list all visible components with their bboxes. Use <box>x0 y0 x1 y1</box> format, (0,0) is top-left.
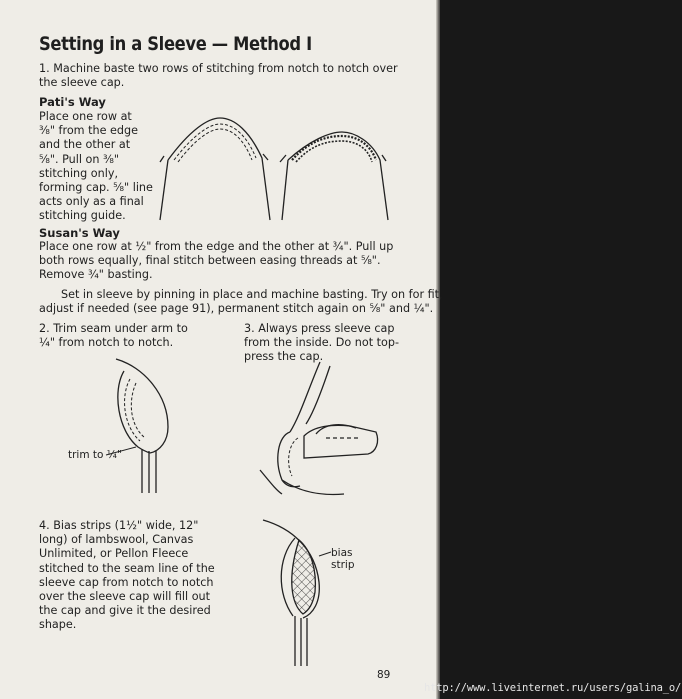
text-line: both rows equally, final stitch between easing threads at ⅝". <box>39 254 381 268</box>
strip-label: strip <box>331 559 355 571</box>
patis-way-heading: Pati's Way <box>39 95 106 109</box>
page-number: 89 <box>377 669 391 681</box>
susans-way-text <box>39 240 393 283</box>
step-4-text <box>39 519 215 633</box>
text-line: acts only as a final <box>39 195 144 209</box>
text-line: press the cap. <box>244 350 324 364</box>
step-1-line: 1. Machine baste two rows of stitching from notch to notch over the sleeve cap. <box>39 62 398 90</box>
text-line: ⅝". Pull on ⅜" <box>39 152 119 166</box>
text-line: stitched to the seam line of the <box>39 561 215 575</box>
trim-seam-illustration <box>110 355 190 495</box>
bias-strip-illustration <box>255 518 345 668</box>
step-1-text <box>39 62 399 90</box>
text-line: sleeve cap from notch to notch <box>39 575 214 589</box>
text-line: adjust if needed (see page 91), permanent stitch again on ⅝" and ¼". <box>39 302 434 316</box>
patis-way-text <box>39 110 153 224</box>
sleeve-cap-illustration <box>150 110 390 225</box>
text-line: ¼" from notch to notch. <box>39 336 174 350</box>
text-line: over the sleeve cap will fill out <box>39 590 211 604</box>
text-line: forming cap. ⅝" line <box>39 181 153 195</box>
text-line: the cap and give it the desired <box>39 604 211 618</box>
text-line: Place one row at ½" from the edge and the other at ¾". Pull up <box>39 240 394 253</box>
text-line: Unlimited, or Pellon Fleece <box>39 547 189 561</box>
text-line: long) of lambswool, Canvas <box>39 533 194 547</box>
trim-label: trim to ¼" <box>68 449 122 461</box>
set-in-sleeve-text <box>39 288 443 316</box>
page-title: Setting in a Sleeve — Method I <box>39 33 312 55</box>
press-iron-illustration <box>260 360 400 500</box>
text-line: Place one row at <box>39 110 132 123</box>
watermark-url: http://www.liveinternet.ru/users/galina_o/ <box>424 682 682 694</box>
text-line: Remove ¾" basting. <box>39 268 153 282</box>
step-3-text <box>244 322 399 365</box>
step-2-text <box>39 322 188 350</box>
text-line: Set in sleeve by pinning in place and machine basting. Try on for fit, <box>61 288 443 301</box>
bias-label: bias <box>331 547 353 559</box>
text-line: stitching only, <box>39 166 119 180</box>
text-line: 3. Always press sleeve cap <box>244 322 395 335</box>
dark-background <box>440 0 682 699</box>
text-line: stitching guide. <box>39 209 126 223</box>
susans-way-heading: Susan's Way <box>39 226 120 240</box>
text-line: shape. <box>39 618 77 632</box>
text-line: 4. Bias strips (1½" wide, 12" <box>39 519 199 532</box>
text-line: from the inside. Do not top- <box>244 336 400 350</box>
text-line: 2. Trim seam under arm to <box>39 322 188 335</box>
text-line: ⅜" from the edge <box>39 124 139 138</box>
text-line: and the other at <box>39 138 131 152</box>
